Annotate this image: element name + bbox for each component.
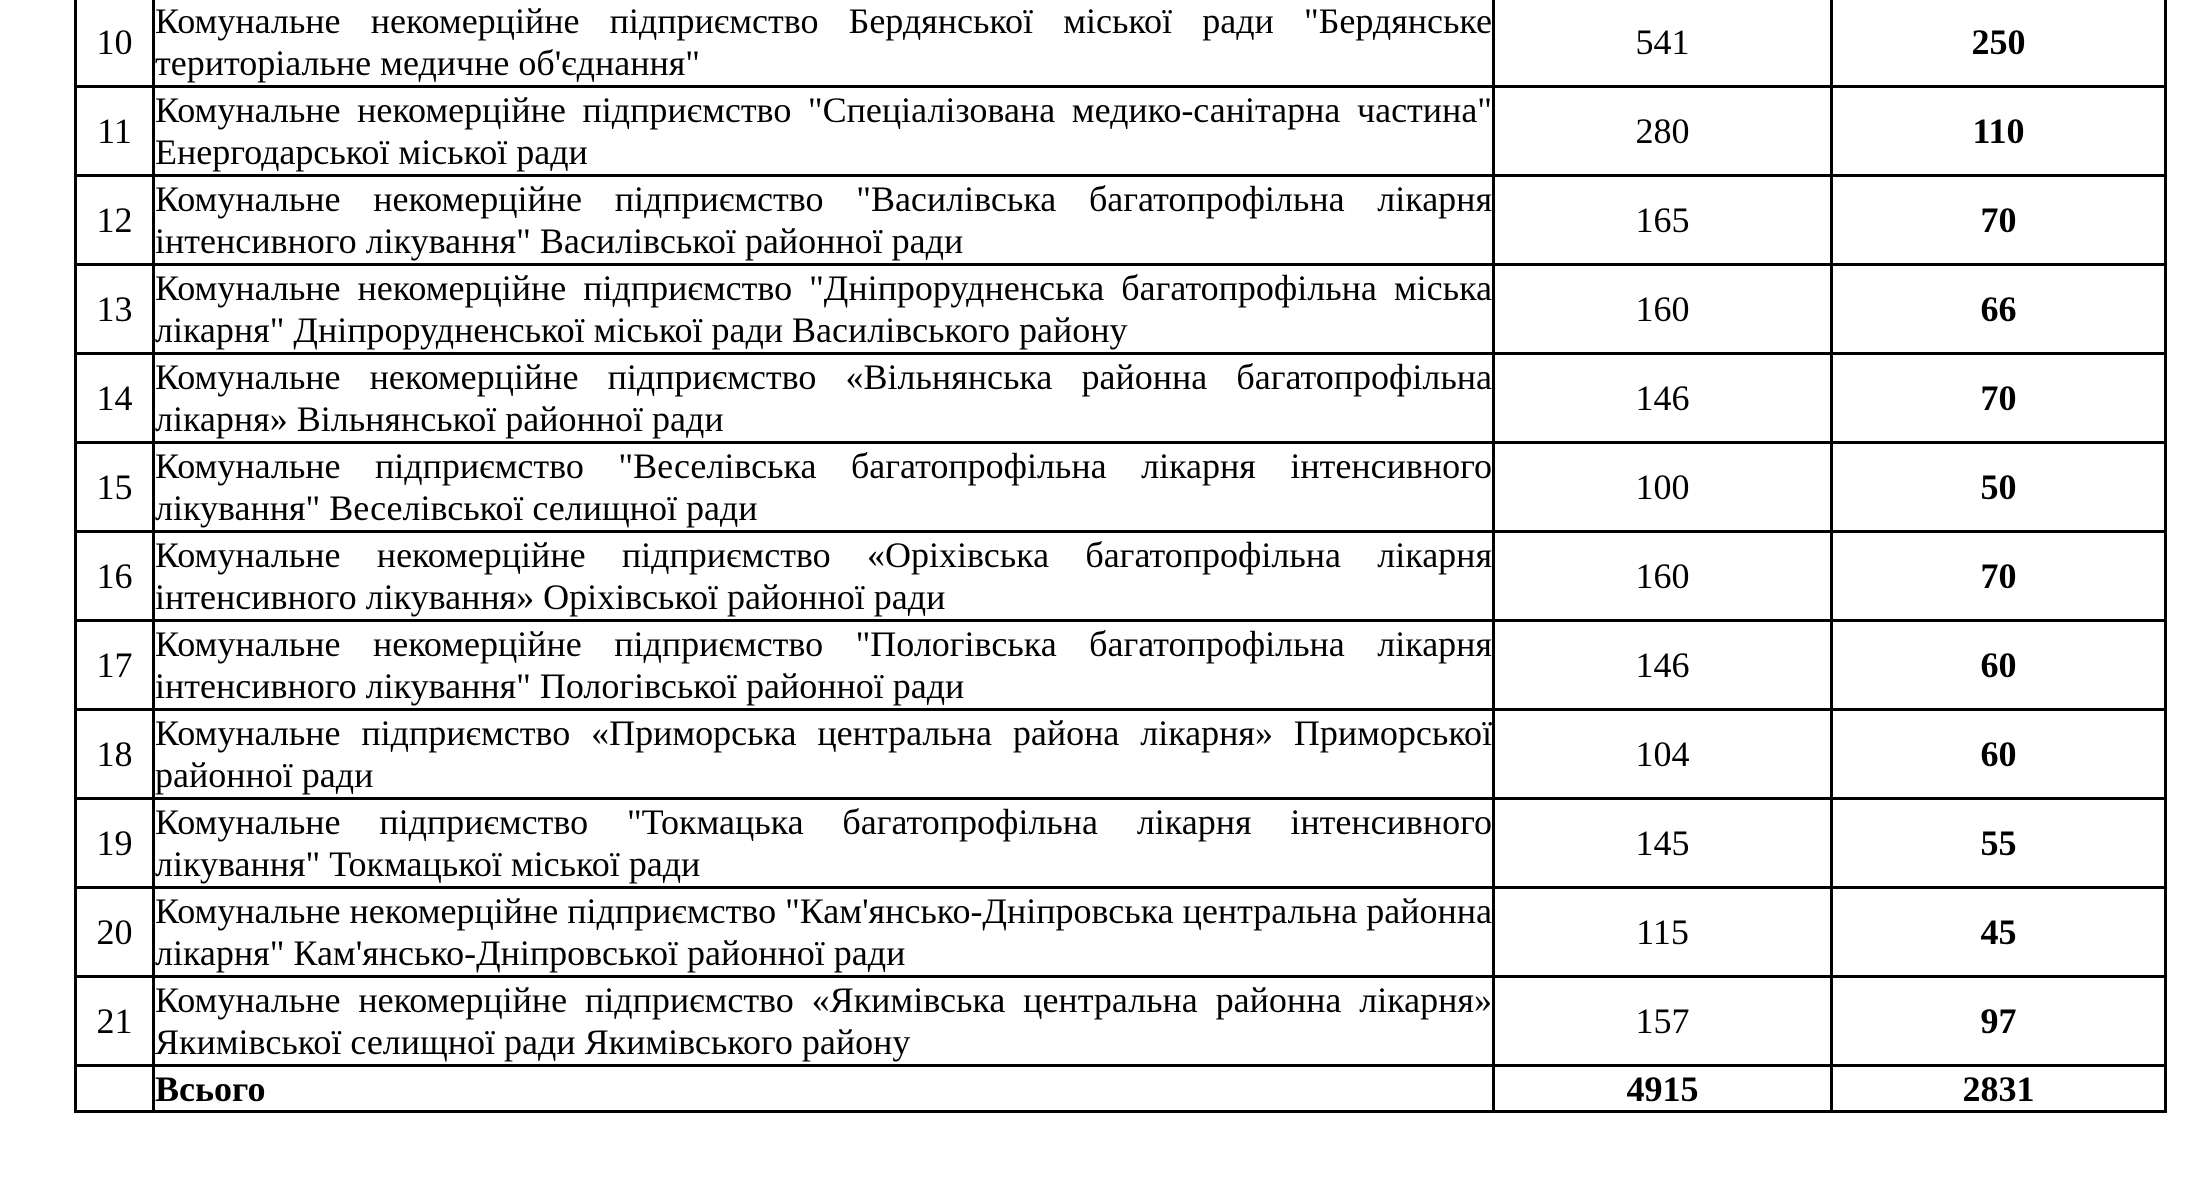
institution-name-cell xyxy=(154,443,1494,532)
table-row xyxy=(76,621,2166,710)
table-row xyxy=(76,443,2166,532)
value-b: 250 xyxy=(1832,0,2166,87)
value-a: 541 xyxy=(1494,0,1832,87)
total-label: Всього xyxy=(154,1066,1494,1112)
table-row xyxy=(76,532,2166,621)
value-a: 165 xyxy=(1494,176,1832,265)
value-b: 110 xyxy=(1832,87,2166,176)
row-number: 17 xyxy=(76,621,154,710)
institution-name: Комунальне некомерційне підприємство «Оріхівська багатопрофільна лікарня інтенсивного лікування» Оріхівської районної ради xyxy=(155,535,1492,617)
institution-name-cell xyxy=(154,799,1494,888)
institution-name: Комунальне некомерційне підприємство "Василівська багатопрофільна лікарня інтенсивного лікування" Василівської районної ради xyxy=(155,179,1492,261)
institution-name: Комунальне некомерційне підприємство "Дніпрорудненська багатопрофільна міська лікарня" Дніпрорудненської міської ради Василівського району xyxy=(155,268,1492,350)
value-b: 60 xyxy=(1832,710,2166,799)
table-row xyxy=(76,799,2166,888)
value-a: 280 xyxy=(1494,87,1832,176)
value-a: 146 xyxy=(1494,621,1832,710)
row-number: 19 xyxy=(76,799,154,888)
institution-name-cell xyxy=(154,621,1494,710)
total-row xyxy=(76,1066,2166,1112)
value-a: 157 xyxy=(1494,977,1832,1066)
institution-name: Комунальне некомерційне підприємство "Спеціалізована медико-санітарна частина" Енергодарської міської ради xyxy=(155,90,1492,172)
value-b: 66 xyxy=(1832,265,2166,354)
institution-name: Комунальне підприємство "Веселівська багатопрофільна лікарня інтенсивного лікування" Веселівської селищної ради xyxy=(155,446,1492,528)
value-b: 70 xyxy=(1832,532,2166,621)
row-number: 11 xyxy=(76,87,154,176)
value-b: 60 xyxy=(1832,621,2166,710)
table-body xyxy=(76,0,2166,1112)
institution-name: Комунальне некомерційне підприємство Бердянської міської ради "Бердянське територіальне медичне об'єднання" xyxy=(155,1,1492,83)
value-b: 70 xyxy=(1832,354,2166,443)
institution-name: Комунальне некомерційне підприємство «Вільнянська районна багатопрофільна лікарня» Вільнянської районної ради xyxy=(155,357,1492,439)
row-number: 20 xyxy=(76,888,154,977)
table-row xyxy=(76,0,2166,87)
row-number: 21 xyxy=(76,977,154,1066)
row-number: 15 xyxy=(76,443,154,532)
table-row xyxy=(76,176,2166,265)
value-a: 160 xyxy=(1494,265,1832,354)
institution-name-cell xyxy=(154,710,1494,799)
value-b: 70 xyxy=(1832,176,2166,265)
hospitals-table xyxy=(74,0,2167,1113)
total-number-cell xyxy=(76,1066,154,1112)
row-number: 12 xyxy=(76,176,154,265)
institution-name: Комунальне підприємство «Приморська центральна района лікарня» Приморської районної ради xyxy=(155,713,1492,795)
row-number: 13 xyxy=(76,265,154,354)
value-a: 145 xyxy=(1494,799,1832,888)
table-row xyxy=(76,87,2166,176)
row-number: 16 xyxy=(76,532,154,621)
total-value-a: 4915 xyxy=(1494,1066,1832,1112)
row-number: 10 xyxy=(76,0,154,87)
institution-name: Комунальне некомерційне підприємство "Кам'янсько-Дніпровська центральна районна лікарня" Кам'янсько-Дніпровської районної ради xyxy=(155,891,1492,973)
institution-name: Комунальне некомерційне підприємство "Пологівська багатопрофільна лікарня інтенсивного лікування" Пологівської районної ради xyxy=(155,624,1492,706)
total-value-b: 2831 xyxy=(1832,1066,2166,1112)
institution-name: Комунальне некомерційне підприємство «Якимівська центральна районна лікарня» Якимівської селищної ради Якимівського району xyxy=(155,980,1492,1062)
table-row xyxy=(76,977,2166,1066)
value-b: 50 xyxy=(1832,443,2166,532)
value-a: 100 xyxy=(1494,443,1832,532)
value-b: 45 xyxy=(1832,888,2166,977)
value-b: 55 xyxy=(1832,799,2166,888)
row-number: 18 xyxy=(76,710,154,799)
institution-name-cell xyxy=(154,0,1494,87)
table-row xyxy=(76,888,2166,977)
institution-name-cell xyxy=(154,354,1494,443)
institution-name-cell xyxy=(154,532,1494,621)
row-number: 14 xyxy=(76,354,154,443)
value-b: 97 xyxy=(1832,977,2166,1066)
institution-name-cell xyxy=(154,176,1494,265)
institution-name-cell xyxy=(154,888,1494,977)
value-a: 115 xyxy=(1494,888,1832,977)
table-row xyxy=(76,265,2166,354)
institution-name-cell xyxy=(154,977,1494,1066)
table-row xyxy=(76,710,2166,799)
value-a: 104 xyxy=(1494,710,1832,799)
institution-name-cell xyxy=(154,87,1494,176)
value-a: 146 xyxy=(1494,354,1832,443)
institution-name-cell xyxy=(154,265,1494,354)
institution-name: Комунальне підприємство "Токмацька багатопрофільна лікарня інтенсивного лікування" Токмацької міської ради xyxy=(155,802,1492,884)
table-row xyxy=(76,354,2166,443)
value-a: 160 xyxy=(1494,532,1832,621)
